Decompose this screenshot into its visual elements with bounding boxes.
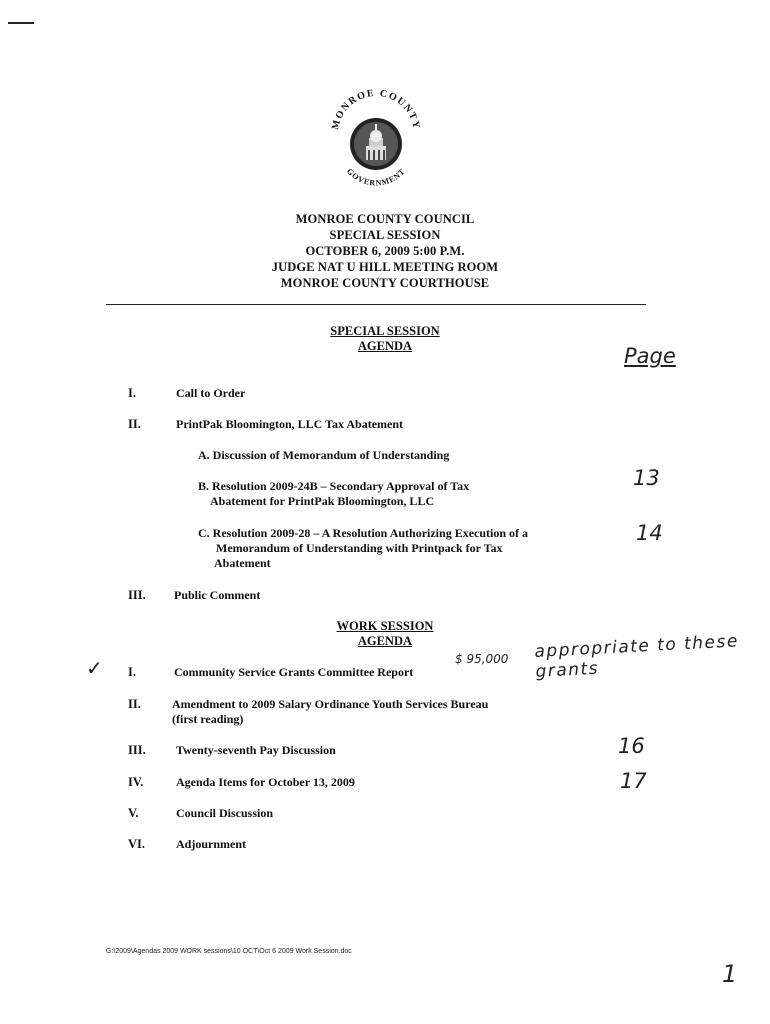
county-seal	[326, 86, 426, 194]
handwritten-note: appropriate to these grants	[534, 631, 740, 682]
handwritten-page-16: 16	[618, 734, 645, 758]
agenda-item-number: III.	[128, 743, 146, 757]
agenda-item-oct-13-items: Agenda Items for October 13, 2009	[176, 775, 355, 789]
agenda-item-number: III.	[128, 588, 146, 602]
handwritten-page-13: 13	[633, 466, 660, 490]
seal-graphic	[326, 86, 426, 194]
special-session-heading: SPECIAL SESSION	[330, 324, 440, 338]
agenda-item-public-comment: Public Comment	[174, 588, 261, 602]
scan-mark	[8, 22, 34, 24]
seal-bottom-text: GOVERNMENT	[345, 166, 407, 188]
subitem-c-line3: Abatement	[214, 556, 271, 570]
subitem-a: A. Discussion of Memorandum of Understanding	[198, 448, 450, 462]
agenda-item-pay-discussion: Twenty-seventh Pay Discussion	[176, 743, 336, 757]
work-session-agenda-heading: AGENDA	[357, 634, 413, 648]
subitem-b-line2: Abatement for PrintPak Bloomington, LLC	[210, 494, 435, 508]
agenda-item-adjournment: Adjournment	[176, 837, 247, 851]
agenda-item-grants-report: Community Service Grants Committee Report	[174, 665, 414, 679]
agenda-item-number: II.	[128, 417, 141, 431]
agenda-item-number: V.	[128, 806, 139, 820]
special-session-agenda-heading: AGENDA	[357, 339, 413, 353]
agenda-item-number: II.	[128, 697, 141, 711]
meeting-location: MONROE COUNTY COURTHOUSE	[280, 276, 490, 290]
agenda-item-number: I.	[128, 665, 136, 679]
agenda-item-salary-ordinance: Amendment to 2009 Salary Ordinance Youth Services Bureau	[172, 697, 489, 711]
subitem-b: B. Resolution 2009-24B – Secondary Approval of Tax	[198, 479, 470, 493]
agenda-item-council-discussion: Council Discussion	[176, 806, 274, 820]
meeting-date: OCTOBER 6, 2009 5:00 P.M.	[305, 244, 465, 258]
handwritten-page-label: Page	[624, 344, 676, 368]
work-session-heading: WORK SESSION	[336, 619, 434, 633]
handwritten-page-number: 1	[722, 960, 738, 988]
agenda-item-printpak: PrintPak Bloomington, LLC Tax Abatement	[176, 417, 404, 431]
agenda-item-number: I.	[128, 386, 136, 400]
meeting-room: JUDGE NAT U HILL MEETING ROOM	[271, 260, 499, 274]
check-mark-icon: ✓	[86, 656, 103, 680]
agenda-item-salary-ordinance-line2: (first reading)	[172, 712, 244, 726]
handwritten-amount: $ 95,000	[455, 652, 509, 666]
agenda-item-call-to-order: Call to Order	[176, 386, 246, 400]
subitem-c-line2: Memorandum of Understanding with Printpack for Tax	[216, 541, 503, 555]
seal-top-text: MONROE COUNTY	[330, 87, 422, 131]
handwritten-page-14: 14	[636, 521, 663, 545]
subitem-c: C. Resolution 2009-28 – A Resolution Authorizing Execution of a	[198, 526, 529, 540]
handwritten-page-17: 17	[620, 769, 647, 793]
document-header	[0, 211, 770, 291]
header-divider	[106, 304, 646, 305]
file-path-footer: G:\2009\Agendas 2009 WORK sessions\10 OCT\Oct 6 2009 Work Session.doc	[106, 948, 352, 955]
agenda-item-number: VI.	[128, 837, 146, 851]
session-type: SPECIAL SESSION	[329, 228, 441, 242]
agenda-item-number: IV.	[128, 775, 144, 789]
council-name: MONROE COUNTY COUNCIL	[295, 212, 475, 226]
